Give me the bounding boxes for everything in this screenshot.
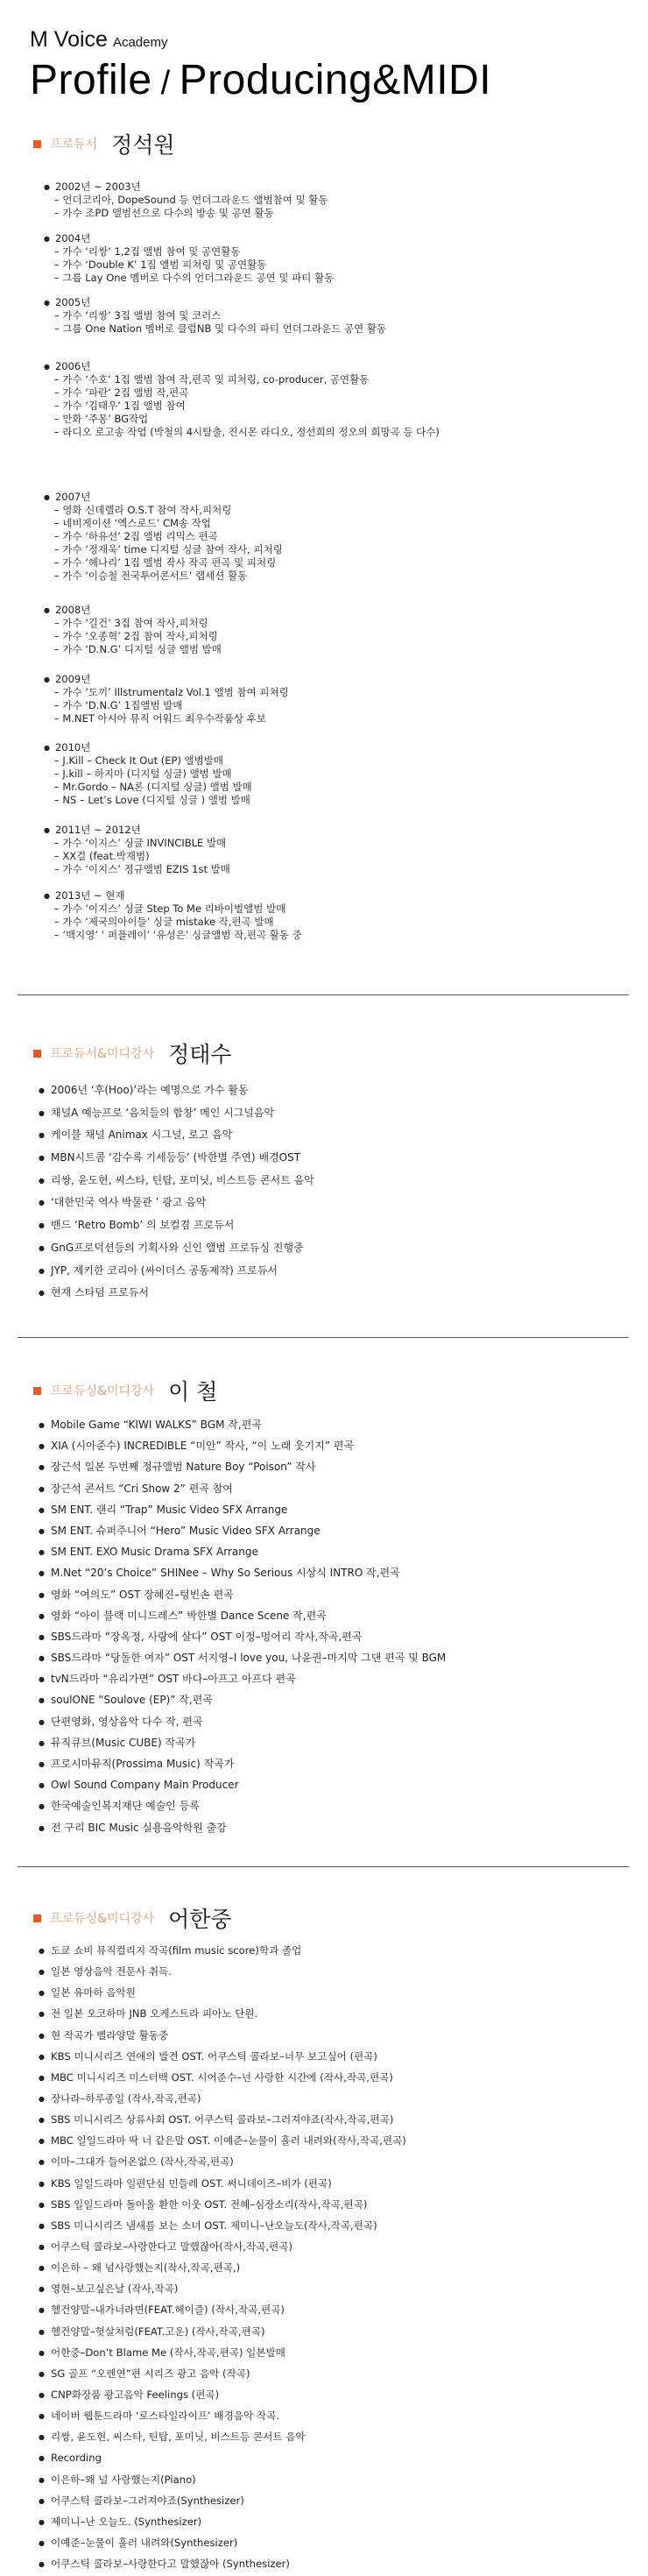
list-item: ● GnG프로덕션등의 기획사와 신인 앨범 프로듀싱 진행중 xyxy=(39,1237,314,1260)
list-item: ● 어쿠스틱 콜라보–사랑한다고 말했잖아 (Synthesizer) xyxy=(39,2553,406,2574)
section-divider xyxy=(18,1866,629,1867)
list-item: ● 어쿠스틱 콜라보–그러져야죠(Synthesizer) xyxy=(39,2490,406,2511)
timeline-entry: – J.kill – 하지마 (디지털 싱글) 앨범 발매 xyxy=(54,768,232,780)
title-profile: Profile xyxy=(30,57,152,103)
role-label: 프로듀서 xyxy=(50,138,98,152)
list-item: ● 2006년 ‘후(Hoo)’라는 예명으로 가수 활동 xyxy=(39,1079,314,1102)
section-divider xyxy=(18,994,629,995)
brand-sub: Academy xyxy=(112,35,168,50)
list-item: ● tvN드라마 “유리가면” OST 바다–아프고 아프다 편곡 xyxy=(39,1668,446,1689)
list-item: ● SM ENT. EXO Music Drama SFX Arrange xyxy=(39,1541,446,1562)
list-item: ● 일본 유마하 음악원 xyxy=(39,1982,406,2003)
timeline-entry: – 만화 ‘주몽’ BG작업 xyxy=(54,413,149,425)
timeline-block xyxy=(44,232,334,285)
timeline-entry: – 네비게이션 ‘엑스로드’ CM송 작업 xyxy=(54,517,211,529)
list-item: ● 네이버 웹툰드라마 ‘로스타일라이프’ 배경음악 작곡. xyxy=(39,2405,406,2426)
timeline-entry: – J.Kill – Check It Out (EP) 앨범발매 xyxy=(54,754,223,767)
list-item: ● MBN시트콤 ‘감수록 기세등등’ (박한별 주연) 배경OST xyxy=(39,1147,314,1170)
timeline-entry: – 가수 ‘리쌍’ 3집 앨범 참여 및 코러스 xyxy=(54,309,222,322)
timeline-year: ● 2005년 xyxy=(44,296,386,309)
career-list xyxy=(39,1414,446,1838)
timeline-entry: – 가수 ‘이지스’ 싱글 Step To Me 리바이벌앨범 발매 xyxy=(54,902,286,915)
list-item: ● M.Net “20’s Choice” SHINee – Why So Serious 시상식 INTRO 작,편곡 xyxy=(39,1562,446,1583)
timeline-entry: – 가수 ‘리쌍’ 1,2집 앨범 참여 및 공연활동 xyxy=(54,245,241,258)
section-heading xyxy=(33,130,611,158)
list-item: ● 일본 영상음악 전문사 취득. xyxy=(39,1961,406,1982)
list-item: ● 리쌍, 윤도현, 씨스타, 틴탑, 포미닛, 비스트등 콘서트 음악 xyxy=(39,1170,314,1192)
role-label: 프로듀서&미디강사 xyxy=(50,1047,155,1061)
list-item: ● 어한중–Don’t Blame Me (작사,작곡,편곡) 일본발매 xyxy=(39,2342,406,2363)
list-item: ● KBS 미니시리즈 연애의 발견 OST. 어쿠스틱 콜라보–너무 보고싶어 (편곡) xyxy=(39,2046,406,2067)
list-item: ● CNP화장품 광고음악 Feelings (편곡) xyxy=(39,2384,406,2405)
list-item: ● 밴드 ‘Retro Bomb’ 의 보컬겸 프로듀서 xyxy=(39,1214,314,1237)
list-item: ● 영현–보고싶은날 (작사,작곡) xyxy=(39,2278,406,2299)
timeline-block xyxy=(44,491,283,583)
page-header xyxy=(30,26,491,108)
person-name: 어한중 xyxy=(168,1907,232,1932)
list-item: ● 영화 “여의도” OST 장혜진–텅빈손 편곡 xyxy=(39,1584,446,1605)
role-label: 프로듀싱&미디강사 xyxy=(50,1384,155,1398)
list-item: ● JYP, 제키한 코리아 (싸이더스 공동제작) 프로듀서 xyxy=(39,1260,314,1283)
timeline-year: ● 2006년 xyxy=(44,360,440,373)
timeline-entry: – 가수 ‘수호’ 1집 앨범 참여 작,편곡 및 피처링, co-producer, 공연활동 xyxy=(54,373,370,386)
profile-section-4 xyxy=(33,1904,611,2571)
list-item: ● 헬건양말–헛살처럼(FEAT.고운) (작사,작곡,편곡) xyxy=(39,2321,406,2342)
list-item: ● SBS 일일드라마 돌아올 환한 이웃 OST. 전혜–심장소리(작사,작곡,편곡) xyxy=(39,2194,406,2215)
brand xyxy=(30,26,491,56)
profile-section-1 xyxy=(33,130,611,158)
list-item: ● 이은하–왜 널 사랑했는지(Piano) xyxy=(39,2469,406,2490)
timeline-year: ● 2002년 ~ 2003년 xyxy=(44,180,328,194)
timeline-year: ● 2009년 xyxy=(44,673,289,686)
profile-section-2 xyxy=(33,1039,611,1299)
timeline-block xyxy=(44,824,230,876)
timeline-entry: – 영화 신데렐라 O.S.T 참여 작사,피처링 xyxy=(54,504,232,516)
list-item: ● ‘대한민국 역사 박물관 ’ 광고 음악 xyxy=(39,1192,314,1214)
list-item: ● SBS 미니시리즈 상류사회 OST. 어쿠스틱 콜라보–그러져야죠(작사,작곡,편곡) xyxy=(39,2109,406,2130)
list-item: ● 프로시마뮤직(Prossima Music) 작곡가 xyxy=(39,1753,446,1774)
timeline-block xyxy=(44,360,440,439)
list-item: ● 채널A 예능프로 ‘음치들의 합창’ 메인 시그널음악 xyxy=(39,1102,314,1125)
timeline-entry: – NS – Let’s Love (디지털 싱글 ) 앨범 발매 xyxy=(54,794,250,806)
timeline-entry: – 가수 ‘D.N.G’ 1집앨범 발매 xyxy=(54,699,183,711)
list-item: ● SBS드라마 “당돌한 여자” OST 서지영–I love you, 나윤권–마지막 그댄 편곡 및 BGM xyxy=(39,1647,446,1668)
list-item: ● 헬건양말–내가너라면(FEAT.헤이즐) (작사,작곡,편곡) xyxy=(39,2299,406,2320)
list-item: ● MBC 미니시리즈 미스터백 OST. 시어준수–넌 사랑한 시간에 (작사,작곡,편곡) xyxy=(39,2067,406,2088)
timeline-year: ● 2011년 ~ 2012년 xyxy=(44,824,230,837)
timeline-entry: – 가수 ‘정재욱’ time 디지털 싱글 참여 작사, 피처링 xyxy=(54,543,283,556)
timeline-block xyxy=(44,889,302,942)
list-item: ● SBS드라마 “장옥정, 사랑에 살다” OST 이정–멍어리 작사,작곡,편곡 xyxy=(39,1626,446,1647)
list-item: ● 한국예술인복지재단 예술인 등록 xyxy=(39,1795,446,1816)
section-divider xyxy=(18,1337,629,1338)
timeline-entry: – 가수 조PD 앨범선으로 다수의 방송 및 공연 활동 xyxy=(54,207,274,219)
list-item: ● SG 골프 “오렌연”편 시리즈 광고 음악 (작곡) xyxy=(39,2363,406,2384)
list-item: ● Recording xyxy=(39,2447,406,2468)
list-item: ● XIA (시아준수) INCREDIBLE “미안” 작사, “이 노래 웃기지” 편곡 xyxy=(39,1435,446,1456)
timeline-entry: – 가수 ‘헤나리’ 1집 앨범 작사 작곡 편곡 및 피처링 xyxy=(54,556,277,569)
career-list xyxy=(39,1940,406,2574)
timeline-entry: – 그룹 Lay One 멤버로 다수의 언더그라운드 공연 및 파티 활동 xyxy=(54,272,335,284)
list-item: ● Owl Sound Company Main Producer xyxy=(39,1774,446,1795)
career-list xyxy=(39,1079,314,1305)
bullet-square-icon xyxy=(33,1914,41,1922)
list-item: ● 이마–그대가 들어온없으 (작사,작곡,편곡) xyxy=(39,2151,406,2172)
timeline-entry: – 가수 ‘오종혁’ 2집 참여 작사,피처링 xyxy=(54,630,218,642)
list-item: ● 장근석 콘서트 “Cri Show 2” 편곡 참여 xyxy=(39,1478,446,1499)
section-heading xyxy=(33,1904,611,1932)
timeline-entry: – XX걸 (feat.박재범) xyxy=(54,850,150,862)
timeline-entry: – 가수 ‘길건’ 3집 참여 작사,피처링 xyxy=(54,617,208,629)
timeline-entry: – 가수 ‘이지스’ 정규앨범 EZIS 1st 발매 xyxy=(54,863,230,875)
list-item: ● 현 작곡가 벨라양말 활동중 xyxy=(39,2025,406,2046)
timeline-entry: – 그룹 One Nation 멤버로 클럽NB 및 다수의 파티 언더그라운드 공연 활동 xyxy=(54,322,387,335)
list-item: ● 장근석 일본 두번째 정규앨범 Nature Boy “Poison” 작사 xyxy=(39,1456,446,1477)
list-item: ● 이은하 – 왜 넘사랑했는지(작사,작곡,편곡,) xyxy=(39,2257,406,2278)
timeline-entry: – 가수 ‘도끼’ Illstrumentalz Vol.1 앨범 참여 피쳐링 xyxy=(54,686,289,698)
timeline-entry: – 가수 ‘Double K’ 1집 앨범 피쳐링 및 공연활동 xyxy=(54,258,267,271)
list-item: ● 뮤직큐브(Music CUBE) 작곡가 xyxy=(39,1732,446,1753)
title-separator: / xyxy=(160,65,171,102)
profile-section-3 xyxy=(33,1376,611,1834)
list-item: ● KBS 일일드라마 일편단심 민들레 OST. 써니데이즈–비가 (편곡) xyxy=(39,2173,406,2194)
bullet-square-icon xyxy=(33,1387,41,1395)
list-item: ● Mobile Game “KIWI WALKS” BGM 작,편곡 xyxy=(39,1414,446,1435)
timeline-year: ● 2008년 xyxy=(44,604,222,617)
timeline-entry: – Mr.Gordo – NA론 (디지털 싱글) 앨범 발매 xyxy=(54,781,252,793)
timeline-entry: – M.NET 아시아 뮤직 어워드 최우수작품상 후보 xyxy=(54,712,266,725)
timeline-entry: – 가수 ‘하유선’ 2집 앨범 리믹스 편곡 xyxy=(54,530,218,542)
bullet-square-icon xyxy=(33,140,41,148)
timeline-entry: – 언더코리아, DopeSound 등 언더그라운드 앨범참여 및 활동 xyxy=(54,194,328,206)
timeline-entry: – 가수 ‘이승철 전국투어콘서트’ 랩세션 활동 xyxy=(54,570,248,582)
timeline-block xyxy=(44,741,252,807)
timeline-block xyxy=(44,296,386,336)
bullet-square-icon xyxy=(33,1050,41,1058)
list-item: ● 전 일본 오코하마 JNB 오케스트라 피아노 단원. xyxy=(39,2003,406,2024)
timeline-entry: – ‘백지영’ ‘ 퍼플레이’ ‘유성은’ 싱글앨범 작,편곡 활동 중 xyxy=(54,929,302,941)
list-item: ● 장나라–하루종일 (작사,작곡,편곡) xyxy=(39,2088,406,2109)
role-label: 프로듀싱&미디강사 xyxy=(50,1912,155,1926)
brand-name: M Voice xyxy=(30,27,108,52)
list-item: ● 영화 “아이 블랙 미니드레스” 박한별 Dance Scene 작,편곡 xyxy=(39,1605,446,1626)
list-item: ● 이예준–눈물이 흘러 내려와(Synthesizer) xyxy=(39,2532,406,2553)
page-title xyxy=(30,56,491,108)
person-name: 이 철 xyxy=(168,1379,218,1405)
list-item: ● SM ENT. 슈퍼주니어 “Hero” Music Video SFX Arrange xyxy=(39,1520,446,1541)
list-item: ● 어쿠스틱 콜라보–사랑한다고 말했잖아(작사,작곡,편곡) xyxy=(39,2236,406,2257)
list-item: ● soulONE “Soulove (EP)” 작,편곡 xyxy=(39,1689,446,1710)
list-item: ● MBC 일일드라마 딱 너 같은말 OST. 이예준–눈물이 흘러 내려와(작사,작곡,편곡) xyxy=(39,2130,406,2151)
list-item: ● 케이블 채널 Animax 시그널, 로고 음악 xyxy=(39,1124,314,1147)
list-item: ● 제미니–난 오늘도. (Synthesizer) xyxy=(39,2511,406,2532)
timeline-entry: – 라디오 로고송 작업 (박철의 4시탈출, 진시몬 라디오, 정선희의 정오의 희망곡 등 다수) xyxy=(54,426,440,438)
person-name: 정석원 xyxy=(111,132,175,158)
person-name: 정태수 xyxy=(168,1042,232,1067)
timeline-year: ● 2013년 ~ 현재 xyxy=(44,889,302,902)
list-item: ● 전 구리 BIC Music 실용음악학원 출강 xyxy=(39,1817,446,1838)
timeline-block xyxy=(44,180,328,220)
list-item: ● 현재 스타덤 프로듀서 xyxy=(39,1282,314,1305)
timeline-year: ● 2004년 xyxy=(44,232,334,245)
timeline-year: ● 2010년 xyxy=(44,741,252,754)
timeline-entry: – 가수 ‘D.N.G’ 디지털 싱글 앨범 발매 xyxy=(54,643,222,655)
title-producing: Producing&MIDI xyxy=(179,57,492,103)
timeline-block xyxy=(44,604,222,656)
list-item: ● SBS 미니시리즈 냄새를 보는 소녀 OST. 제미니–난오늘도(작사,작곡,편곡) xyxy=(39,2215,406,2236)
section-heading xyxy=(33,1376,611,1405)
timeline-year: ● 2007년 xyxy=(44,491,283,504)
list-item: ● 단편영화, 영상음악 다수 작, 편곡 xyxy=(39,1711,446,1732)
timeline-entry: – 가수 ‘파란’ 2집 앨범 작,편곡 xyxy=(54,386,189,399)
list-item: ● 도쿄 쇼비 뮤직컬리지 작곡(film music score)학과 졸업 xyxy=(39,1940,406,1961)
list-item: ● SM ENT. 랜리 “Trap” Music Video SFX Arrange xyxy=(39,1499,446,1520)
list-item: ● 리쌍, 윤도현, 씨스타, 틴탑, 포미닛, 비스트등 콘서트 음악 xyxy=(39,2426,406,2447)
timeline-entry: – 가수 ‘이지스’ 싱글 INVINCIBLE 발매 xyxy=(54,837,227,849)
section-heading xyxy=(33,1039,611,1067)
timeline-entry: – 가수 ‘김태우’ 1집 앨범 참여 xyxy=(54,400,186,412)
timeline-entry: – 가수 ‘제국의아이들’ 싱글 mistake 작,편곡 발매 xyxy=(54,916,274,928)
timeline-block xyxy=(44,673,289,725)
